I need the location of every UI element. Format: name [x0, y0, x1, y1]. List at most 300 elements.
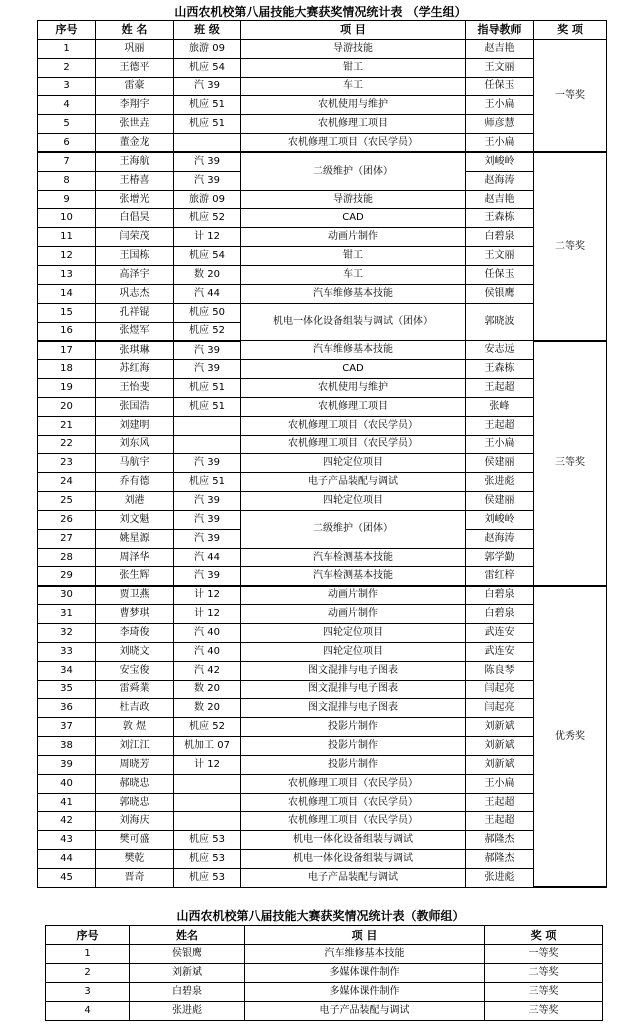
cell-no: 23	[38, 454, 96, 473]
cell-project: 图文混排与电子图表	[241, 661, 466, 680]
cell-class: 汽 39	[174, 77, 241, 96]
teacher-cell-name: 张进彪	[130, 1002, 245, 1021]
cell-project: 图文混排与电子图表	[241, 699, 466, 718]
cell-no: 40	[38, 774, 96, 793]
cell-name: 安宝俊	[96, 661, 174, 680]
cell-project: 电子产品装配与调试	[241, 473, 466, 492]
table-row	[38, 642, 607, 661]
cell-no: 30	[38, 586, 96, 605]
cell-teacher: 刘新斌	[466, 755, 534, 774]
cell-name: 王椿喜	[96, 171, 174, 190]
cell-project: CAD	[241, 360, 466, 379]
table-row	[38, 774, 607, 793]
cell-name: 李琦俊	[96, 624, 174, 643]
cell-class: 汽 39	[174, 567, 241, 586]
cell-name: 张煜军	[96, 322, 174, 341]
cell-award-excellent: 优秀奖	[534, 586, 607, 888]
cell-project: 机电一体化设备组装与调试	[241, 831, 466, 850]
cell-no: 36	[38, 699, 96, 718]
cell-class: 旅游 09	[174, 190, 241, 209]
cell-no: 39	[38, 755, 96, 774]
table-row	[38, 58, 607, 77]
cell-project: 动画片制作	[241, 228, 466, 247]
cell-no: 27	[38, 529, 96, 548]
cell-teacher: 赵吉艳	[466, 190, 534, 209]
cell-project: 四轮定位项目	[241, 624, 466, 643]
cell-name: 李翔宇	[96, 96, 174, 115]
cell-name: 刘江江	[96, 737, 174, 756]
teacher-header-project: 项 目	[245, 926, 485, 945]
cell-no: 29	[38, 567, 96, 586]
cell-project: 动画片制作	[241, 586, 466, 605]
cell-teacher: 王文丽	[466, 58, 534, 77]
cell-class: 汽 44	[174, 548, 241, 567]
cell-teacher: 武连安	[466, 624, 534, 643]
cell-teacher: 王起超	[466, 793, 534, 812]
cell-class: 汽 39	[174, 529, 241, 548]
cell-teacher: 任保玉	[466, 265, 534, 284]
teacher-cell-project: 多媒体课件制作	[245, 983, 485, 1002]
cell-teacher: 王小扁	[466, 134, 534, 153]
cell-class: 机应 51	[174, 397, 241, 416]
table-row	[38, 247, 607, 266]
cell-teacher: 白碧泉	[466, 605, 534, 624]
cell-project: 农机修理工项目	[241, 397, 466, 416]
cell-name: 张生辉	[96, 567, 174, 586]
cell-no: 19	[38, 379, 96, 398]
cell-teacher: 刘新斌	[466, 737, 534, 756]
cell-teacher: 张进彪	[466, 473, 534, 492]
cell-class: 汽 44	[174, 284, 241, 303]
teacher-cell-name: 白碧泉	[130, 983, 245, 1002]
cell-class: 机应 51	[174, 379, 241, 398]
cell-no: 8	[38, 171, 96, 190]
cell-class	[174, 134, 241, 153]
cell-no: 25	[38, 492, 96, 511]
cell-project: 二级维护（团体）	[241, 510, 466, 548]
cell-class	[174, 774, 241, 793]
cell-class: 汽 40	[174, 642, 241, 661]
cell-teacher: 赵海涛	[466, 171, 534, 190]
cell-teacher: 闫起亮	[466, 699, 534, 718]
cell-class: 机应 53	[174, 868, 241, 887]
cell-name: 贾卫燕	[96, 586, 174, 605]
cell-name: 苏红海	[96, 360, 174, 379]
cell-project: 汽车检测基本技能	[241, 567, 466, 586]
table-row	[38, 284, 607, 303]
cell-class: 机加工 07	[174, 737, 241, 756]
cell-no: 31	[38, 605, 96, 624]
cell-no: 9	[38, 190, 96, 209]
cell-name: 刘东风	[96, 435, 174, 454]
cell-teacher: 侯建丽	[466, 454, 534, 473]
cell-class: 机应 51	[174, 96, 241, 115]
table-row	[38, 115, 607, 134]
table-row	[38, 737, 607, 756]
cell-project: 农机修理工项目（农民学员）	[241, 416, 466, 435]
cell-project: 钳工	[241, 58, 466, 77]
table-row	[38, 755, 607, 774]
cell-teacher: 王小扁	[466, 435, 534, 454]
table-row	[46, 1002, 603, 1021]
cell-project: 农机修理工项目（农民学员）	[241, 793, 466, 812]
cell-class: 汽 39	[174, 360, 241, 379]
cell-class: 机应 53	[174, 850, 241, 869]
cell-name: 巩志杰	[96, 284, 174, 303]
table-row	[46, 964, 603, 983]
cell-project: 投影片制作	[241, 718, 466, 737]
cell-project: 导游技能	[241, 190, 466, 209]
table-row	[46, 983, 603, 1002]
cell-teacher: 王起超	[466, 416, 534, 435]
header-award: 奖 项	[534, 21, 607, 40]
header-name: 姓 名	[96, 21, 174, 40]
table-row	[38, 661, 607, 680]
teacher-header-name: 姓名	[130, 926, 245, 945]
cell-no: 3	[38, 77, 96, 96]
cell-name: 高泽宇	[96, 265, 174, 284]
table-row	[38, 303, 607, 322]
cell-teacher: 王起超	[466, 812, 534, 831]
cell-class	[174, 812, 241, 831]
teacher-cell-award: 一等奖	[485, 945, 603, 964]
cell-class: 汽 40	[174, 624, 241, 643]
table-row	[38, 812, 607, 831]
table-row	[38, 586, 607, 605]
cell-no: 16	[38, 322, 96, 341]
cell-teacher: 赵吉艳	[466, 39, 534, 58]
students-awards-table	[37, 20, 607, 888]
cell-project: 汽车维修基本技能	[241, 341, 466, 360]
table-row	[38, 793, 607, 812]
cell-no: 5	[38, 115, 96, 134]
cell-no: 38	[38, 737, 96, 756]
students-table-title: 山西农机校第八届技能大赛获奖情况统计表 （学生组）	[174, 5, 467, 19]
table-row	[38, 416, 607, 435]
cell-name: 孔祥锟	[96, 303, 174, 322]
cell-name: 雷舜業	[96, 680, 174, 699]
cell-class: 机应 50	[174, 303, 241, 322]
table-header-row	[46, 926, 603, 945]
table-row	[38, 152, 607, 171]
cell-teacher: 任保玉	[466, 77, 534, 96]
cell-project: 二级维护（团体）	[241, 152, 466, 190]
cell-no: 12	[38, 247, 96, 266]
cell-class: 机应 51	[174, 115, 241, 134]
cell-project: 四轮定位项目	[241, 492, 466, 511]
teacher-header-no: 序号	[46, 926, 130, 945]
cell-teacher: 郭学勤	[466, 548, 534, 567]
cell-project: 农机修理工项目（农民学员）	[241, 812, 466, 831]
cell-name: 王海航	[96, 152, 174, 171]
cell-class	[174, 416, 241, 435]
cell-name: 刘建明	[96, 416, 174, 435]
teacher-cell-award: 三等奖	[485, 983, 603, 1002]
cell-project: 四轮定位项目	[241, 454, 466, 473]
cell-class: 机应 54	[174, 247, 241, 266]
cell-no: 33	[38, 642, 96, 661]
cell-no: 10	[38, 209, 96, 228]
cell-name: 王德平	[96, 58, 174, 77]
cell-name: 马航宇	[96, 454, 174, 473]
table-row	[38, 96, 607, 115]
cell-project: 动画片制作	[241, 605, 466, 624]
cell-class: 汽 39	[174, 492, 241, 511]
cell-no: 13	[38, 265, 96, 284]
cell-project: 车工	[241, 77, 466, 96]
cell-no: 44	[38, 850, 96, 869]
teachers-table-title: 山西农机校第八届技能大赛获奖情况统计表（教师组）	[176, 909, 465, 923]
table-row	[38, 454, 607, 473]
cell-teacher: 王文丽	[466, 247, 534, 266]
cell-project: 投影片制作	[241, 737, 466, 756]
cell-teacher: 郭晓波	[466, 303, 534, 341]
cell-name: 姚星源	[96, 529, 174, 548]
cell-class	[174, 435, 241, 454]
cell-no: 14	[38, 284, 96, 303]
cell-class: 旅游 09	[174, 39, 241, 58]
cell-project: 钳工	[241, 247, 466, 266]
cell-teacher: 张峰	[466, 397, 534, 416]
cell-class: 汽 39	[174, 510, 241, 529]
header-class: 班 级	[174, 21, 241, 40]
cell-name: 杜吉政	[96, 699, 174, 718]
cell-award-third: 三等奖	[534, 341, 607, 586]
cell-name: 董金龙	[96, 134, 174, 153]
cell-teacher: 王起超	[466, 379, 534, 398]
table-row	[38, 379, 607, 398]
cell-class: 汽 39	[174, 454, 241, 473]
cell-project: 农机修理工项目	[241, 115, 466, 134]
cell-no: 43	[38, 831, 96, 850]
cell-no: 37	[38, 718, 96, 737]
cell-teacher: 雷红梓	[466, 567, 534, 586]
cell-no: 28	[38, 548, 96, 567]
teacher-cell-no: 2	[46, 964, 130, 983]
cell-teacher: 侯银鹰	[466, 284, 534, 303]
cell-no: 20	[38, 397, 96, 416]
table-row	[38, 397, 607, 416]
cell-name: 周泽华	[96, 548, 174, 567]
cell-no: 41	[38, 793, 96, 812]
cell-name: 晋奇	[96, 868, 174, 887]
teacher-cell-name: 侯银鹰	[130, 945, 245, 964]
cell-name: 张增光	[96, 190, 174, 209]
cell-teacher: 郝隆杰	[466, 831, 534, 850]
table-row	[38, 435, 607, 454]
table-row	[38, 850, 607, 869]
teacher-header-award: 奖 项	[485, 926, 603, 945]
cell-name: 张琪琳	[96, 341, 174, 360]
cell-no: 7	[38, 152, 96, 171]
cell-name: 闫荣茂	[96, 228, 174, 247]
table-row	[38, 265, 607, 284]
cell-teacher: 刘新斌	[466, 718, 534, 737]
cell-teacher: 刘峻岭	[466, 152, 534, 171]
cell-project: 农机使用与维护	[241, 379, 466, 398]
cell-no: 17	[38, 341, 96, 360]
cell-no: 1	[38, 39, 96, 58]
table-row	[38, 360, 607, 379]
cell-teacher: 郝隆杰	[466, 850, 534, 869]
cell-name: 刘晓文	[96, 642, 174, 661]
cell-class: 机应 53	[174, 831, 241, 850]
cell-teacher: 武连安	[466, 642, 534, 661]
cell-project: 汽车检测基本技能	[241, 548, 466, 567]
cell-class: 机应 54	[174, 58, 241, 77]
cell-teacher: 赵海涛	[466, 529, 534, 548]
cell-teacher: 张进彪	[466, 868, 534, 887]
cell-no: 18	[38, 360, 96, 379]
teacher-cell-award: 二等奖	[485, 964, 603, 983]
header-teacher: 指导教师	[466, 21, 534, 40]
cell-name: 郝晓忠	[96, 774, 174, 793]
cell-class: 机应 52	[174, 322, 241, 341]
cell-teacher: 刘峻岭	[466, 510, 534, 529]
cell-project: 导游技能	[241, 39, 466, 58]
table-row	[38, 831, 607, 850]
table-row	[38, 624, 607, 643]
cell-class: 计 12	[174, 605, 241, 624]
cell-no: 6	[38, 134, 96, 153]
cell-class: 机应 52	[174, 718, 241, 737]
cell-no: 21	[38, 416, 96, 435]
cell-no: 15	[38, 303, 96, 322]
cell-project: 车工	[241, 265, 466, 284]
cell-no: 34	[38, 661, 96, 680]
table-row	[38, 699, 607, 718]
cell-teacher: 王森栋	[466, 360, 534, 379]
cell-no: 4	[38, 96, 96, 115]
table-row	[38, 209, 607, 228]
cell-teacher: 安志远	[466, 341, 534, 360]
table-row	[38, 868, 607, 887]
table-row	[38, 228, 607, 247]
cell-project: 汽车维修基本技能	[241, 284, 466, 303]
cell-project: 农机修理工项目（农民学员）	[241, 435, 466, 454]
teacher-cell-no: 4	[46, 1002, 130, 1021]
cell-award-second: 二等奖	[534, 152, 607, 340]
cell-class: 数 20	[174, 699, 241, 718]
cell-teacher: 陈良琴	[466, 661, 534, 680]
table-row	[38, 473, 607, 492]
table-row	[38, 548, 607, 567]
table-row	[38, 39, 607, 58]
cell-class: 计 12	[174, 755, 241, 774]
teacher-cell-project: 电子产品装配与调试	[245, 1002, 485, 1021]
header-project: 项 目	[241, 21, 466, 40]
cell-no: 26	[38, 510, 96, 529]
cell-no: 11	[38, 228, 96, 247]
cell-class: 汽 39	[174, 341, 241, 360]
cell-teacher: 王小扁	[466, 96, 534, 115]
cell-name: 张国浩	[96, 397, 174, 416]
table-row	[38, 492, 607, 511]
cell-project: 图文混排与电子图表	[241, 680, 466, 699]
table-row	[46, 945, 603, 964]
cell-project: CAD	[241, 209, 466, 228]
teacher-cell-no: 3	[46, 983, 130, 1002]
cell-class: 汽 39	[174, 171, 241, 190]
table-row	[38, 134, 607, 153]
table-row	[38, 77, 607, 96]
table-row	[38, 605, 607, 624]
table-row	[38, 510, 607, 529]
cell-name: 王怡斐	[96, 379, 174, 398]
cell-teacher: 白碧泉	[466, 228, 534, 247]
table-row	[38, 718, 607, 737]
cell-teacher: 师彦慧	[466, 115, 534, 134]
cell-name: 雷豪	[96, 77, 174, 96]
cell-no: 22	[38, 435, 96, 454]
cell-project: 投影片制作	[241, 755, 466, 774]
cell-class: 汽 42	[174, 661, 241, 680]
table-row	[38, 680, 607, 699]
cell-project: 农机修理工项目（农民学员）	[241, 134, 466, 153]
cell-name: 周晓芳	[96, 755, 174, 774]
cell-class: 汽 39	[174, 152, 241, 171]
teachers-awards-table	[45, 925, 603, 1021]
cell-no: 45	[38, 868, 96, 887]
cell-name: 白倡昊	[96, 209, 174, 228]
cell-name: 刘海庆	[96, 812, 174, 831]
cell-name: 乔有德	[96, 473, 174, 492]
cell-name: 王国栋	[96, 247, 174, 266]
cell-class: 计 12	[174, 228, 241, 247]
cell-class: 数 20	[174, 265, 241, 284]
cell-project: 四轮定位项目	[241, 642, 466, 661]
cell-name: 巩丽	[96, 39, 174, 58]
cell-teacher: 白碧泉	[466, 586, 534, 605]
cell-project: 农机使用与维护	[241, 96, 466, 115]
cell-teacher: 闫起亮	[466, 680, 534, 699]
cell-name: 樊乾	[96, 850, 174, 869]
cell-teacher: 侯建丽	[466, 492, 534, 511]
cell-name: 刘港	[96, 492, 174, 511]
teacher-cell-name: 刘新斌	[130, 964, 245, 983]
teacher-cell-project: 汽车维修基本技能	[245, 945, 485, 964]
cell-teacher: 王森栋	[466, 209, 534, 228]
cell-no: 2	[38, 58, 96, 77]
table-row	[38, 567, 607, 586]
teacher-cell-award: 三等奖	[485, 1002, 603, 1021]
cell-name: 刘文魁	[96, 510, 174, 529]
cell-class: 计 12	[174, 586, 241, 605]
cell-no: 35	[38, 680, 96, 699]
cell-award-first: 一等奖	[534, 39, 607, 152]
cell-name: 敦 煜	[96, 718, 174, 737]
table-row	[38, 190, 607, 209]
cell-name: 郭晓忠	[96, 793, 174, 812]
cell-project: 农机修理工项目（农民学员）	[241, 774, 466, 793]
cell-no: 32	[38, 624, 96, 643]
cell-name: 张世垚	[96, 115, 174, 134]
table-header-row	[38, 21, 607, 40]
cell-class: 机应 51	[174, 473, 241, 492]
cell-name: 曹梦琪	[96, 605, 174, 624]
cell-class: 机应 52	[174, 209, 241, 228]
cell-teacher: 王小扁	[466, 774, 534, 793]
teacher-cell-project: 多媒体课件制作	[245, 964, 485, 983]
cell-project: 机电一体化设备组装与调试（团体）	[241, 303, 466, 341]
cell-project: 电子产品装配与调试	[241, 868, 466, 887]
table-row	[38, 341, 607, 360]
header-no: 序号	[38, 21, 96, 40]
cell-name: 樊可盛	[96, 831, 174, 850]
cell-class	[174, 793, 241, 812]
cell-no: 24	[38, 473, 96, 492]
teacher-cell-no: 1	[46, 945, 130, 964]
